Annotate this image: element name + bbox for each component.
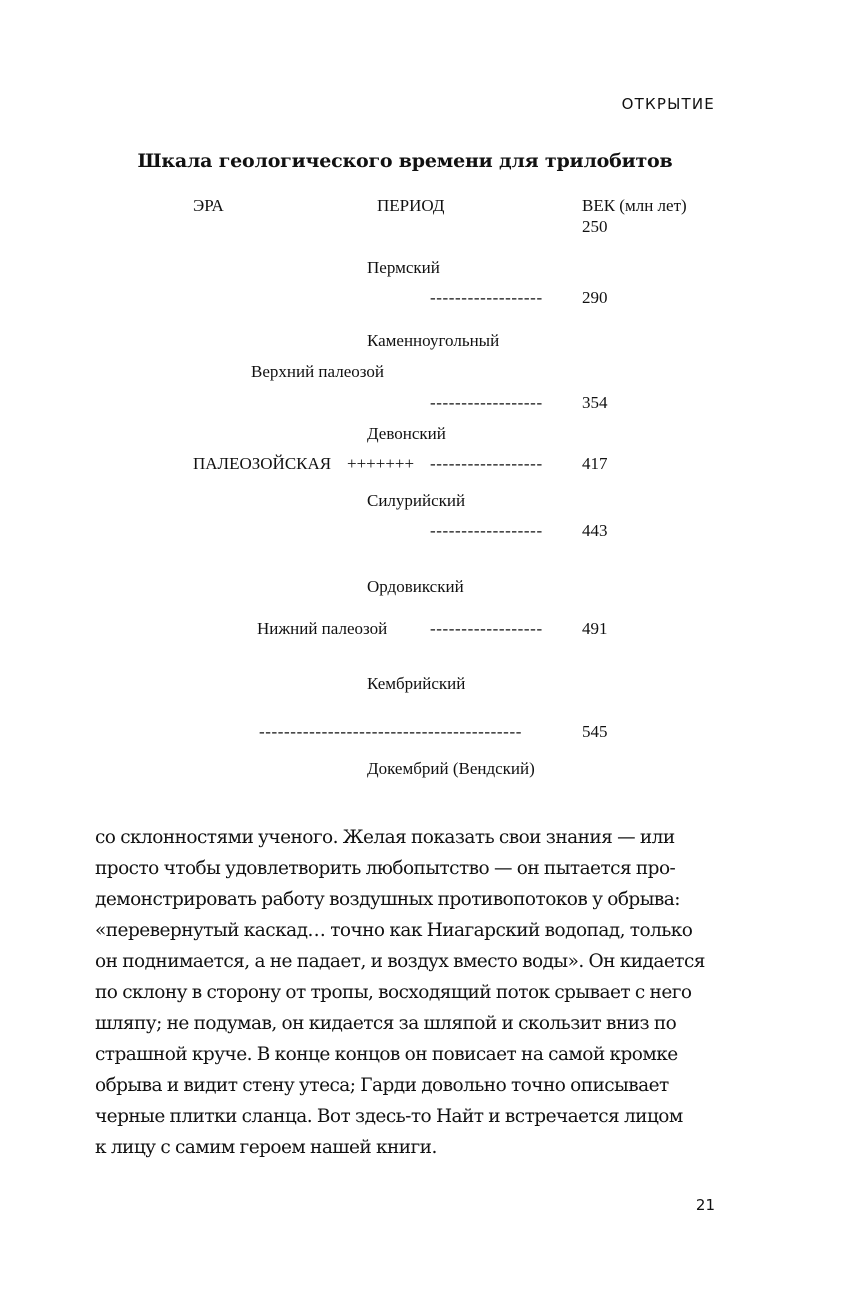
page-number: 21 (695, 1196, 715, 1214)
body-paragraph (95, 822, 721, 1163)
boundary-line: ------------------ (430, 619, 543, 638)
boundary-line-long: ------------------------------------------ (259, 722, 522, 741)
age-value: 443 (582, 521, 608, 540)
column-header-age: ВЕК (млн лет) (582, 196, 687, 215)
era-label: ПАЛЕОЗОЙСКАЯ (193, 454, 332, 473)
column-header-period: ПЕРИОД (377, 196, 445, 215)
text-line: шляпу; не подумав, он кидается за шляпой и скользит вниз по (95, 1013, 677, 1034)
text-line: страшной круче. В конце концов он повисает на самой кромке (95, 1044, 678, 1065)
figure-title: Шкала геологического времени для трилобитов (137, 150, 673, 172)
boundary-line: ------------------ (430, 454, 543, 473)
running-header: ОТКРЫТИЕ (621, 95, 715, 113)
age-value: 354 (582, 393, 608, 412)
period-label: Кембрийский (367, 674, 466, 693)
column-header-era: ЭРА (193, 196, 224, 215)
age-value: 545 (582, 722, 608, 741)
age-value: 250 (582, 217, 608, 236)
age-value: 491 (582, 619, 608, 638)
period-label: Ордовикский (367, 577, 464, 596)
text-line: к лицу с самим героем нашей книги. (95, 1137, 437, 1158)
text-line: «перевернутый каскад… точно как Ниагарский водопад, только (95, 920, 693, 941)
text-line: со склонностями ученого. Желая показать свои знания — или (95, 827, 675, 848)
subera-label: Нижний палеозой (257, 619, 388, 638)
text-line: обрыва и видит стену утеса; Гарди довольно точно описывает (95, 1075, 669, 1096)
text-line: демонстрировать работу воздушных противопотоков у обрыва: (95, 889, 680, 910)
period-label: Девонский (367, 424, 446, 443)
boundary-line: ------------------ (430, 288, 543, 307)
subera-label: Верхний палеозой (251, 362, 384, 381)
era-marker: +++++++ (347, 454, 415, 473)
boundary-line: ------------------ (430, 393, 543, 412)
text-line: просто чтобы удовлетворить любопытство — он пытается про- (95, 858, 676, 879)
period-label: Силурийский (367, 491, 466, 510)
period-label: Докембрий (Вендский) (367, 759, 535, 778)
text-line: он поднимается, а не падает, и воздух вместо воды». Он кидается (95, 951, 705, 972)
period-label: Каменноугольный (367, 331, 500, 350)
text-line: по склону в сторону от тропы, восходящий поток срывает с него (95, 982, 692, 1003)
age-value: 417 (582, 454, 608, 473)
age-value: 290 (582, 288, 608, 307)
boundary-line: ------------------ (430, 521, 543, 540)
period-label: Пермский (367, 258, 440, 277)
text-line: черные плитки сланца. Вот здесь-то Найт и встречается лицом (95, 1106, 683, 1127)
